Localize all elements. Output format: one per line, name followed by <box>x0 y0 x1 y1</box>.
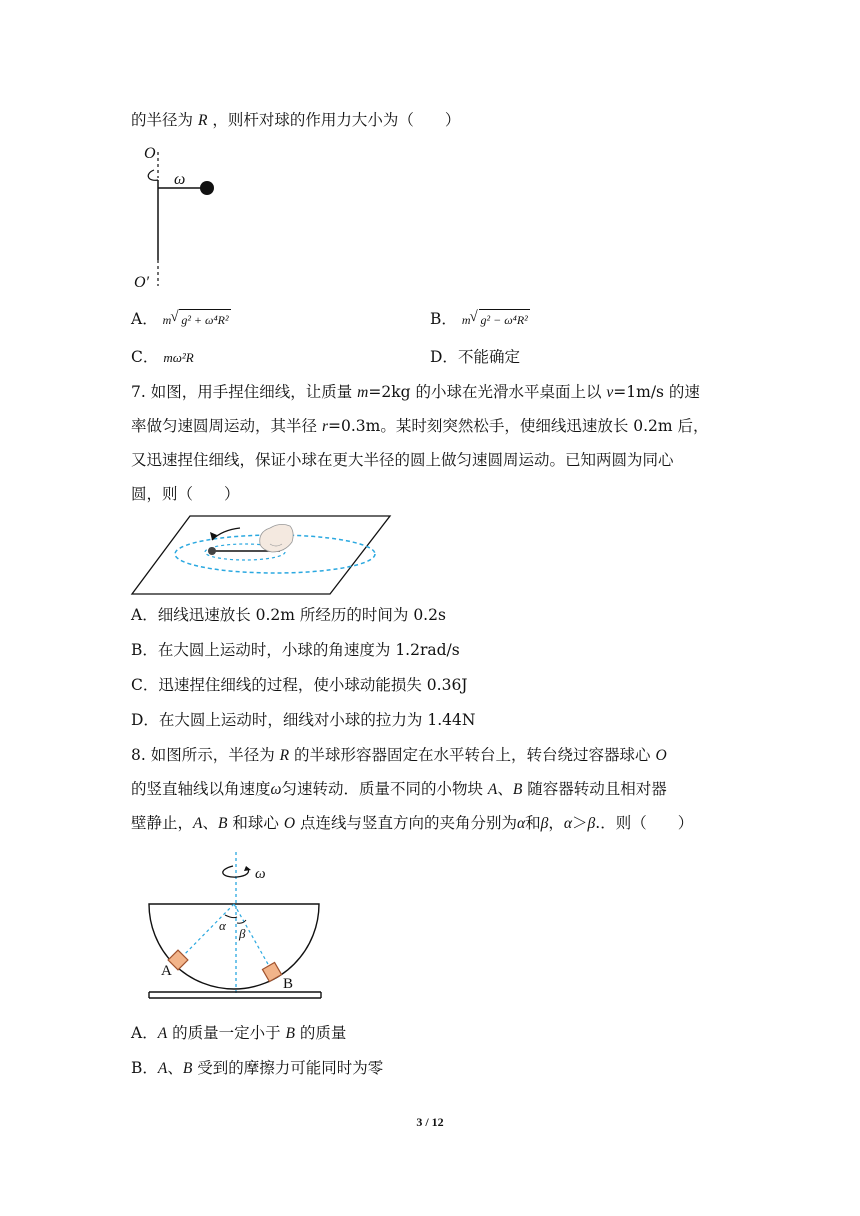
q7-option-b: B．在大圆上运动时，小球的角速度为 1.2rad/s <box>131 641 460 659</box>
q8-option-b: B．A、B 受到的摩擦力可能同时为零 <box>131 1059 384 1077</box>
q7-option-a: A．细线迅速放长 0.2m 所经历的时间为 0.2s <box>131 606 446 624</box>
q7-stem-line-2: 率做匀速圆周运动，其半径 r=0.3m。某时刻突然松手，使细线迅速放长 0.2m 后， <box>131 417 709 435</box>
q6-figure <box>130 140 240 295</box>
q8-fig-label-beta: β <box>239 926 246 941</box>
q6-option-d <box>430 347 520 367</box>
q7-hand-icon <box>260 524 293 552</box>
q8-fig-label-omega: ω <box>255 866 266 882</box>
q8-block-B <box>262 962 281 981</box>
q6-option-b-expr: m√ g² − ω⁴R² <box>462 313 530 327</box>
q8-fig-label-alpha: α <box>219 918 226 933</box>
q8-option-a: A．A 的质量一定小于 B 的质量 <box>131 1024 347 1042</box>
q8-angle-alpha-arc <box>225 915 237 918</box>
q6-fig-label-O: O <box>144 145 156 162</box>
q8-stem-line-1: 8. 如图所示，半径为 R 的半球形容器固定在水平转台上，转台绕过容器球心 O <box>131 746 667 764</box>
q7-table-surface <box>132 516 390 594</box>
q6-option-b <box>430 309 530 330</box>
q6-option-c-expr: mω²R <box>163 350 194 365</box>
q6-fig-label-O-prime: O′ <box>134 274 150 291</box>
q7-stem-line-1: 7. 如图，用手捏住细线，让质量 m=2kg 的小球在光滑水平桌面上以 v=1m/s 的速 <box>131 383 700 401</box>
q6-option-a-expr: m√ g² + ω⁴R² <box>163 313 231 327</box>
q7-figure <box>130 514 395 598</box>
q8-stem-line-2: 的竖直轴线以角速度ω匀速转动．质量不同的小物块 A、B 随容器转动且相对器 <box>131 780 667 798</box>
q8-rotation-arrowhead <box>244 866 251 871</box>
q8-fig-label-A: A <box>161 963 172 979</box>
q6-option-d-label: D． <box>430 348 458 366</box>
q6-stem-line <box>131 110 460 131</box>
q8-figure <box>145 848 325 1000</box>
q6-option-a <box>131 309 231 330</box>
q6-option-c <box>131 347 194 368</box>
q6-stem-R: R <box>197 112 208 129</box>
q7-stem-line-4: 圆，则（ ） <box>131 485 240 503</box>
q6-option-c-label: C． <box>131 348 159 366</box>
q8-stem-line-3: 壁静止，A、B 和球心 O 点连线与竖直方向的夹角分别为α和β，α＞β.．则（ ） <box>131 814 694 832</box>
q6-ball <box>200 181 214 195</box>
q8-hemisphere-bowl <box>149 904 319 989</box>
q6-fig-label-omega: ω <box>174 171 186 188</box>
q6-stem-text: 的半径为 <box>131 111 194 129</box>
q6-option-a-root: √ g² + ω⁴R² <box>179 309 230 330</box>
q7-option-d: D．在大圆上运动时，细线对小球的拉力为 1.44N <box>131 711 476 729</box>
q6-rotation-arrow <box>148 170 158 180</box>
q8-fig-label-B: B <box>283 976 294 992</box>
q7-option-c: C．迅速捏住细线的过程，使小球动能损失 0.36J <box>131 676 468 694</box>
q7-stem-line-3: 又迅速捏住细线，保证小球在更大半径的圆上做匀速圆周运动。已知两圆为同心 <box>131 451 674 469</box>
page-number: 3 / 12 <box>416 1115 444 1129</box>
q6-stem-end: ，则杆对球的作用力大小为（ ） <box>212 111 461 129</box>
q6-option-b-root: √ g² − ω⁴R² <box>479 309 530 330</box>
q6-option-a-label: A． <box>131 310 158 328</box>
q7-ball <box>208 547 216 555</box>
q6-option-b-label: B． <box>430 310 457 328</box>
q6-option-d-text: 不能确定 <box>457 348 520 366</box>
q8-angle-beta-arc <box>237 920 246 923</box>
